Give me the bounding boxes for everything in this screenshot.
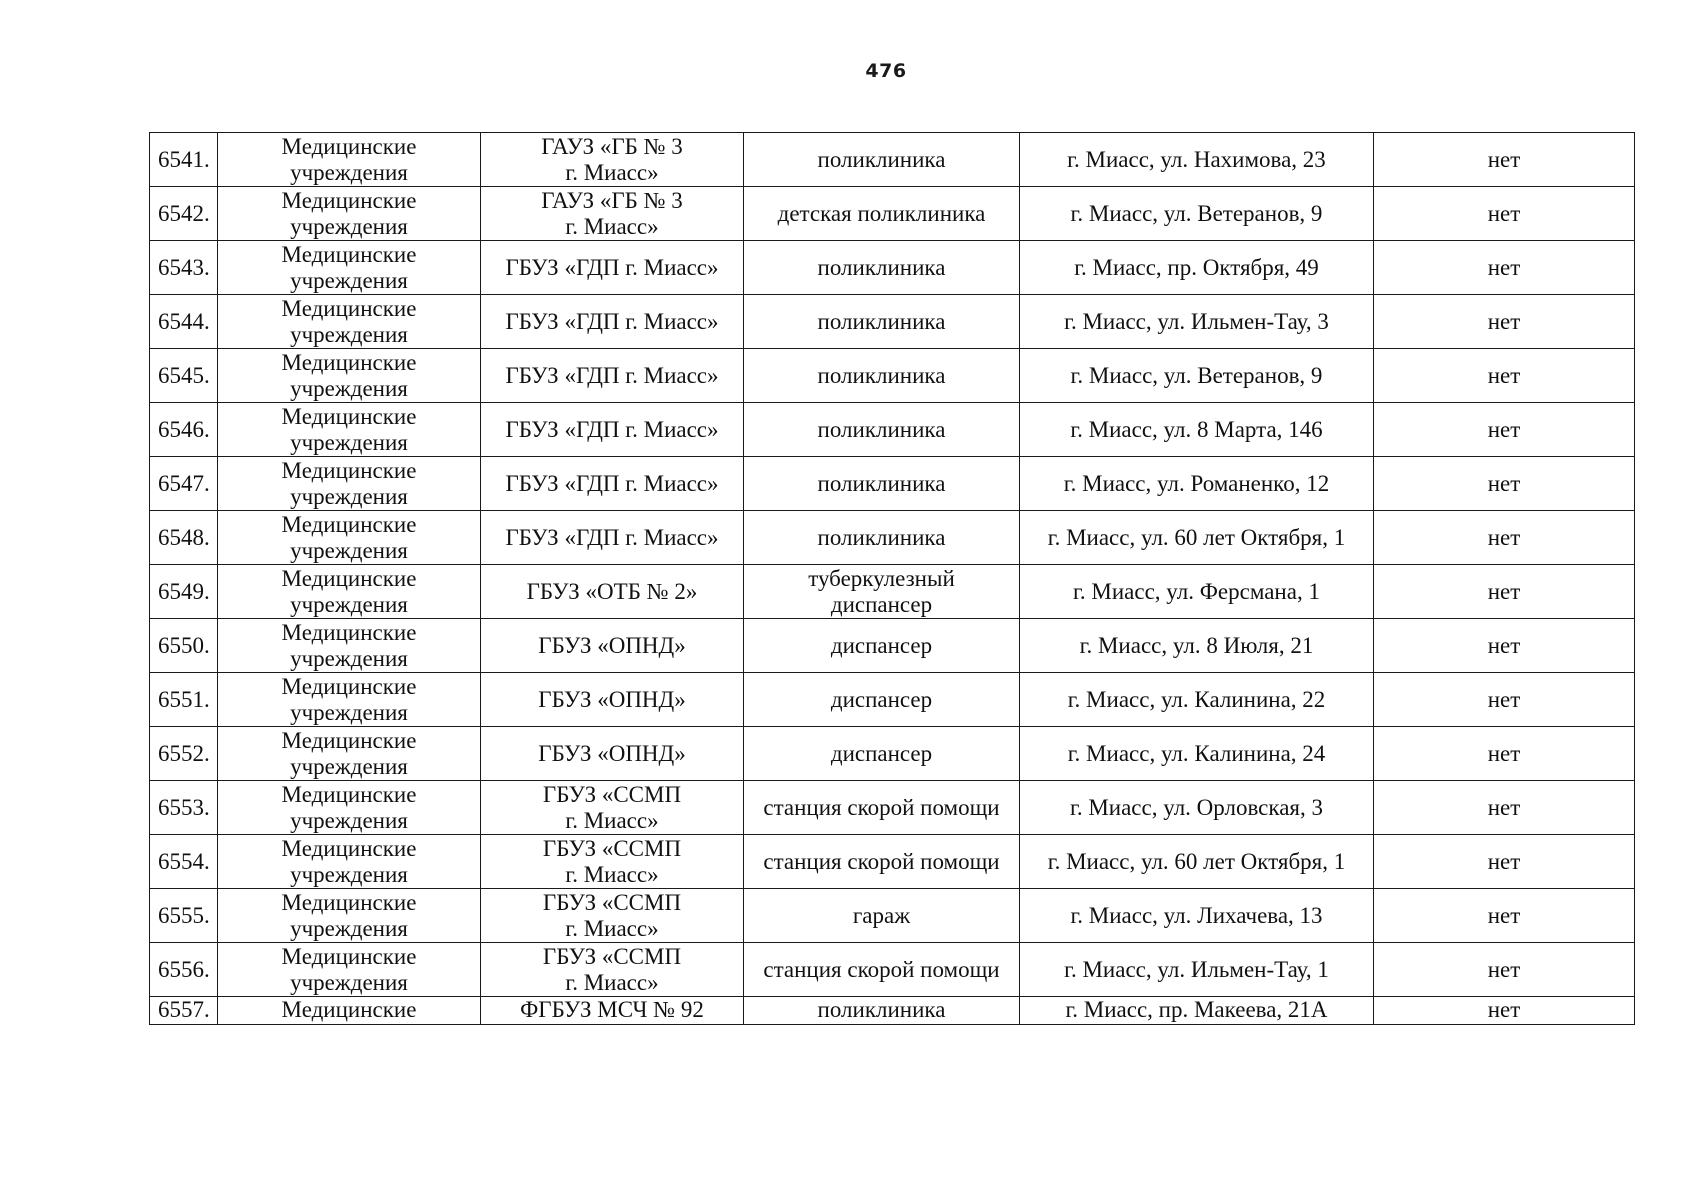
facility-type-cell [744,943,1020,997]
address-cell: г. Миасс, пр. Октября, 49 [1020,241,1374,295]
category-cell [218,295,481,349]
facility-type-cell [744,349,1020,403]
facility-type-cell [744,241,1020,295]
category-cell-line: учреждения [290,915,408,941]
organization-cell [481,727,744,781]
flag-cell: нет [1374,295,1635,349]
category-cell [218,457,481,511]
organization-cell [481,889,744,943]
row-number-cell: 6547. [150,457,218,511]
category-cell-line: учреждения [290,159,408,185]
facility-type-cell-line: поликлиника [817,997,946,1022]
organization-cell-line: ФГБУЗ МСЧ № 92 [520,997,704,1022]
flag-cell: нет [1374,619,1635,673]
flag-cell: нет [1374,565,1635,619]
flag-cell: нет [1374,403,1635,457]
page-number: 476 [865,60,907,82]
organization-cell-line: г. Миасс» [565,213,659,239]
address-cell: г. Миасс, ул. Ильмен-Тау, 1 [1020,943,1374,997]
table-row [150,403,1635,457]
table-row [150,133,1635,187]
category-cell-line: Медицинские [281,511,417,537]
flag-cell: нет [1374,673,1635,727]
category-cell [218,241,481,295]
flag-cell: нет [1374,781,1635,835]
row-number-cell: 6552. [150,727,218,781]
category-cell-line: учреждения [290,429,408,455]
category-cell-line: учреждения [290,483,408,509]
facility-type-cell [744,187,1020,241]
table-row [150,295,1635,349]
facility-type-cell-line: диспансер [830,740,933,766]
table-row [150,349,1635,403]
organization-cell-line: ГБУЗ «ГДП г. Миасс» [505,524,719,550]
category-cell-line: Медицинские [281,889,417,915]
flag-cell: нет [1374,727,1635,781]
flag-cell: нет [1374,133,1635,187]
facility-type-cell [744,835,1020,889]
flag-cell: нет [1374,457,1635,511]
table-row [150,781,1635,835]
category-cell-line: учреждения [290,537,408,563]
organization-cell-line: г. Миасс» [565,915,659,941]
address-cell: г. Миасс, ул. 8 Марта, 146 [1020,403,1374,457]
category-cell-line: Медицинские [281,295,417,321]
organization-cell [481,403,744,457]
category-cell [218,619,481,673]
category-cell [218,565,481,619]
facility-type-cell [744,403,1020,457]
organization-cell [481,835,744,889]
facility-type-cell-line: поликлиника [817,470,946,496]
organization-cell [481,187,744,241]
facility-type-cell [744,565,1020,619]
organization-cell-line: ГБУЗ «ССМП [542,835,682,861]
category-cell-line: Медицинские [281,187,417,213]
address-cell: г. Миасс, ул. 8 Июля, 21 [1020,619,1374,673]
category-cell-line: Медицинские [281,457,417,483]
table-row [150,565,1635,619]
table-row [150,673,1635,727]
address-cell: г. Миасс, ул. Орловская, 3 [1020,781,1374,835]
category-cell-line: Медицинские [281,565,417,591]
flag-cell: нет [1374,349,1635,403]
table-row [150,619,1635,673]
table-row [150,457,1635,511]
category-cell-line: учреждения [290,375,408,401]
category-cell [218,403,481,457]
row-number-cell: 6549. [150,565,218,619]
organization-cell-line: ГБУЗ «ОТБ № 2» [526,578,698,604]
organization-cell-line: г. Миасс» [565,807,659,833]
organization-cell-line: ГБУЗ «ГДП г. Миасс» [505,470,719,496]
category-cell-line: Медицинские [281,241,417,267]
category-cell [218,187,481,241]
category-cell [218,943,481,997]
facility-type-cell-line: поликлиника [817,524,946,550]
organization-cell-line: ГБУЗ «ОПНД» [538,740,686,766]
register-table [149,132,1635,1025]
organization-cell-line: ГБУЗ «ГДП г. Миасс» [505,308,719,334]
organization-cell-line: ГАУЗ «ГБ № 3 [541,133,683,159]
category-cell-line: Медицинские [281,943,417,969]
organization-cell-line: ГБУЗ «ГДП г. Миасс» [505,254,719,280]
facility-type-cell-line: диспансер [830,632,933,658]
flag-cell: нет [1374,511,1635,565]
category-cell-line: учреждения [290,591,408,617]
row-number-cell: 6553. [150,781,218,835]
category-cell-line: Медицинские [281,133,417,159]
facility-type-cell-line: поликлиника [817,308,946,334]
category-cell-line: учреждения [290,969,408,995]
organization-cell [481,295,744,349]
row-number-cell: 6555. [150,889,218,943]
organization-cell-line: ГБУЗ «ОПНД» [538,632,686,658]
category-cell [218,673,481,727]
category-cell-line: Медицинские [281,673,417,699]
address-cell: г. Миасс, ул. Ветеранов, 9 [1020,187,1374,241]
category-cell-line: учреждения [290,321,408,347]
category-cell [218,781,481,835]
category-cell-line: учреждения [290,645,408,671]
category-cell [218,727,481,781]
facility-type-cell-line: диспансер [830,591,933,617]
facility-type-cell-line: туберкулезный [808,565,955,591]
flag-cell: нет [1374,187,1635,241]
organization-cell-line: г. Миасс» [565,861,659,887]
facility-type-cell-line: поликлиника [817,362,946,388]
category-cell-line: Медицинские [281,619,417,645]
facility-type-cell [744,727,1020,781]
row-number-cell: 6541. [150,133,218,187]
category-cell [218,511,481,565]
organization-cell [481,133,744,187]
table-row [150,727,1635,781]
organization-cell-line: ГБУЗ «ССМП [542,781,682,807]
facility-type-cell-line: станция скорой помощи [763,794,1000,820]
organization-cell-line: ГБУЗ «ГДП г. Миасс» [505,416,719,442]
facility-type-cell-line: станция скорой помощи [763,848,1000,874]
facility-type-cell [744,997,1020,1025]
address-cell: г. Миасс, ул. Нахимова, 23 [1020,133,1374,187]
table-row [150,997,1635,1025]
category-cell-line: учреждения [290,807,408,833]
organization-cell-line: г. Миасс» [565,159,659,185]
row-number-cell: 6556. [150,943,218,997]
flag-cell: нет [1374,835,1635,889]
table-row [150,889,1635,943]
organization-cell-line: ГАУЗ «ГБ № 3 [541,187,683,213]
category-cell-line: учреждения [290,699,408,725]
organization-cell [481,241,744,295]
organization-cell [481,619,744,673]
row-number-cell: 6545. [150,349,218,403]
organization-cell [481,673,744,727]
facility-type-cell [744,781,1020,835]
table-row [150,187,1635,241]
row-number-cell: 6551. [150,673,218,727]
address-cell: г. Миасс, ул. 60 лет Октября, 1 [1020,835,1374,889]
row-number-cell: 6550. [150,619,218,673]
category-cell-line: Медицинские [281,781,417,807]
facility-type-cell [744,889,1020,943]
category-cell [218,133,481,187]
row-number-cell: 6542. [150,187,218,241]
category-cell-line: Медицинские [281,403,417,429]
organization-cell [481,997,744,1025]
category-cell-line: учреждения [290,213,408,239]
organization-cell-line: ГБУЗ «ССМП [542,943,682,969]
facility-type-cell [744,295,1020,349]
organization-cell-line: ГБУЗ «ОПНД» [538,686,686,712]
address-cell: г. Миасс, ул. Лихачева, 13 [1020,889,1374,943]
address-cell: г. Миасс, ул. 60 лет Октября, 1 [1020,511,1374,565]
row-number-cell: 6548. [150,511,218,565]
facility-type-cell-line: поликлиника [817,146,946,172]
facility-type-cell-line: поликлиника [817,416,946,442]
row-number-cell: 6543. [150,241,218,295]
table-row [150,511,1635,565]
organization-cell [481,511,744,565]
table-row [150,835,1635,889]
address-cell: г. Миасс, ул. Калинина, 24 [1020,727,1374,781]
organization-cell-line: ГБУЗ «ССМП [542,889,682,915]
organization-cell [481,349,744,403]
category-cell-line: Медицинские [281,835,417,861]
category-cell-line: учреждения [290,267,408,293]
category-cell-line: Медицинские [281,997,417,1022]
category-cell-line: учреждения [290,753,408,779]
row-number-cell: 6546. [150,403,218,457]
organization-cell [481,943,744,997]
register-table-body [150,133,1635,1025]
table-row [150,943,1635,997]
category-cell-line: Медицинские [281,349,417,375]
address-cell: г. Миасс, ул. Ферсмана, 1 [1020,565,1374,619]
category-cell [218,835,481,889]
flag-cell: нет [1374,943,1635,997]
category-cell [218,349,481,403]
category-cell [218,997,481,1025]
address-cell: г. Миасс, ул. Калинина, 22 [1020,673,1374,727]
flag-cell: нет [1374,889,1635,943]
address-cell: г. Миасс, ул. Романенко, 12 [1020,457,1374,511]
facility-type-cell-line: детская поликлиника [777,200,986,226]
organization-cell [481,565,744,619]
facility-type-cell-line: станция скорой помощи [763,956,1000,982]
category-cell-line: Медицинские [281,727,417,753]
category-cell-line: учреждения [290,861,408,887]
table-row [150,241,1635,295]
facility-type-cell-line: поликлиника [817,254,946,280]
address-cell: г. Миасс, ул. Ильмен-Тау, 3 [1020,295,1374,349]
facility-type-cell-line: гараж [852,902,911,928]
facility-type-cell [744,133,1020,187]
facility-type-cell [744,511,1020,565]
address-cell: г. Миасс, пр. Макеева, 21А [1020,997,1374,1025]
organization-cell-line: ГБУЗ «ГДП г. Миасс» [505,362,719,388]
organization-cell-line: г. Миасс» [565,969,659,995]
category-cell [218,889,481,943]
flag-cell: нет [1374,241,1635,295]
flag-cell: нет [1374,997,1635,1025]
address-cell: г. Миасс, ул. Ветеранов, 9 [1020,349,1374,403]
facility-type-cell [744,673,1020,727]
organization-cell [481,781,744,835]
facility-type-cell [744,619,1020,673]
row-number-cell: 6544. [150,295,218,349]
facility-type-cell-line: диспансер [830,686,933,712]
row-number-cell: 6557. [150,997,218,1025]
facility-type-cell [744,457,1020,511]
row-number-cell: 6554. [150,835,218,889]
organization-cell [481,457,744,511]
